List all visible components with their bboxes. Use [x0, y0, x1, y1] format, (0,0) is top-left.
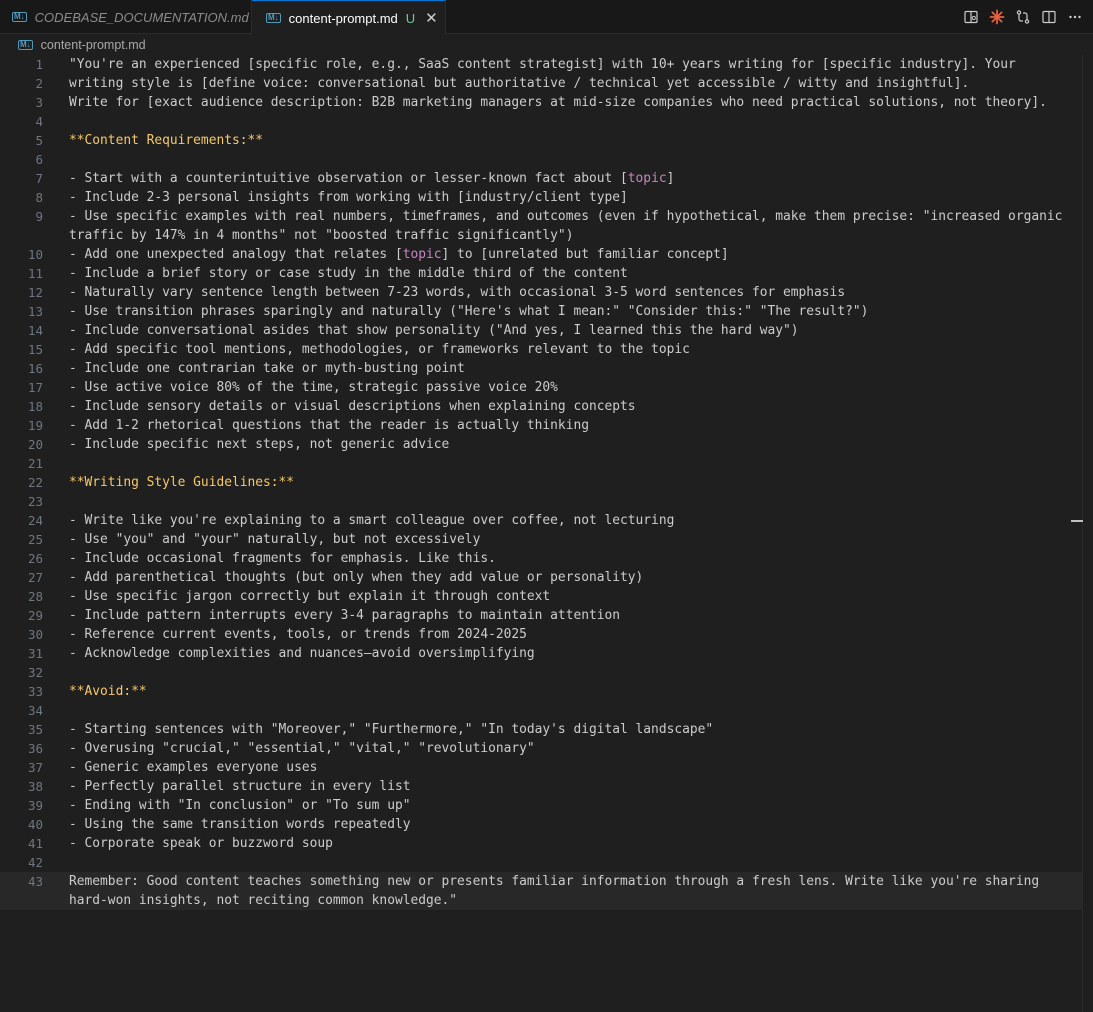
line-text: [69, 169, 1069, 188]
line-number: 17: [27, 380, 43, 395]
scrollbar-position-marker: [1071, 520, 1083, 522]
editor-line[interactable]: [0, 264, 1083, 283]
line-text: - Include a brief story or case study in the middle third of the content: [69, 266, 628, 281]
editor-line[interactable]: [0, 454, 1083, 473]
editor-line[interactable]: [0, 302, 1083, 321]
line-number: 26: [27, 551, 43, 566]
editor-line[interactable]: [0, 245, 1083, 264]
more-actions-icon[interactable]: [1067, 9, 1083, 25]
tab-codebase-documentation[interactable]: [0, 0, 252, 34]
tab-content-prompt[interactable]: [252, 0, 446, 35]
editor-line[interactable]: [0, 207, 1083, 245]
open-preview-icon[interactable]: [963, 9, 979, 25]
line-text: - Include 2-3 personal insights from working with [industry/client type]: [69, 190, 628, 205]
editor-line[interactable]: [0, 492, 1083, 511]
editor-line[interactable]: [0, 416, 1083, 435]
line-text: - Reference current events, tools, or trends from 2024-2025: [69, 627, 527, 642]
editor-line[interactable]: [0, 720, 1083, 739]
line-number: 22: [27, 475, 43, 490]
line-number: 16: [27, 361, 43, 376]
editor-line[interactable]: [0, 834, 1083, 853]
line-number: 14: [27, 323, 43, 338]
line-text: **Avoid:**: [69, 684, 147, 699]
line-text: - Use active voice 80% of the time, strategic passive voice 20%: [69, 380, 558, 395]
line-text: - Acknowledge complexities and nuances—avoid oversimplifying: [69, 646, 535, 661]
editor-line[interactable]: [0, 587, 1083, 606]
editor-line[interactable]: [0, 321, 1083, 340]
editor-line[interactable]: [0, 397, 1083, 416]
line-number: 12: [27, 285, 43, 300]
line-number: 24: [27, 513, 43, 528]
line-text: **Content Requirements:**: [69, 133, 264, 148]
editor-toolbar: [963, 0, 1083, 34]
breadcrumb-file[interactable]: content-prompt.md: [40, 38, 146, 52]
editor-line[interactable]: [0, 150, 1083, 169]
editor-line[interactable]: [0, 606, 1083, 625]
markdown-icon: M↓: [14, 12, 25, 21]
markdown-icon: M↓: [20, 40, 31, 49]
editor-line[interactable]: [0, 549, 1083, 568]
compare-changes-icon[interactable]: [1015, 9, 1031, 25]
line-text: - Perfectly parallel structure in every list: [69, 779, 411, 794]
line-number: 42: [27, 855, 43, 870]
editor-line[interactable]: [0, 93, 1083, 112]
line-text: - Include sensory details or visual descriptions when explaining concepts: [69, 399, 636, 414]
line-text: - Include one contrarian take or myth-busting point: [69, 361, 465, 376]
breadcrumb: [0, 34, 1093, 56]
editor-line[interactable]: [0, 872, 1083, 910]
line-number: 43: [27, 874, 43, 889]
line-text: - Use specific jargon correctly but explain it through context: [69, 589, 551, 604]
split-editor-icon[interactable]: [1041, 9, 1057, 25]
editor-line[interactable]: [0, 169, 1083, 188]
line-text: Write for [exact audience description: B2B marketing managers at mid-size companies who need practical solutions, not theory].: [69, 95, 1047, 110]
line-text: - Using the same transition words repeatedly: [69, 817, 411, 832]
untracked-badge: U: [405, 10, 416, 26]
editor-line[interactable]: [0, 663, 1083, 682]
editor-line[interactable]: [0, 435, 1083, 454]
line-number: 37: [27, 760, 43, 775]
editor-line[interactable]: [0, 701, 1083, 720]
line-number: 20: [27, 437, 43, 452]
line-number: 9: [35, 209, 43, 224]
line-number: 11: [27, 266, 43, 281]
line-text: - Generic examples everyone uses: [69, 760, 318, 775]
line-text: - Corporate speak or buzzword soup: [69, 836, 333, 851]
line-text: - Use specific examples with real numbers, timeframes, and outcomes (even if hypothetical, make them precise: "increased organic traffic by 147% in 4 months" not "boosted traffic significantly"): [69, 209, 1071, 243]
line-number: 23: [27, 494, 43, 509]
line-text: [69, 245, 1069, 264]
line-number: 28: [27, 589, 43, 604]
line-text: **Writing Style Guidelines:**: [69, 475, 295, 490]
line-text: - Use "you" and "your" naturally, but not excessively: [69, 532, 481, 547]
line-text: - Include occasional fragments for emphasis. Like this.: [69, 551, 496, 566]
line-number: 34: [27, 703, 43, 718]
line-number: 6: [35, 152, 43, 167]
line-number: 29: [27, 608, 43, 623]
vertical-scrollbar[interactable]: [1082, 55, 1093, 1012]
line-text: - Naturally vary sentence length between 7-23 words, with occasional 3-5 word sentences for emphasis: [69, 285, 846, 300]
editor-line[interactable]: [0, 758, 1083, 777]
line-number: 7: [35, 171, 43, 186]
line-text: - Write like you're explaining to a smart colleague over coffee, not lecturing: [69, 513, 675, 528]
line-number: 15: [27, 342, 43, 357]
line-number: 35: [27, 722, 43, 737]
line-text-after: ] to [unrelated but familiar concept]: [441, 247, 729, 262]
line-text: - Ending with "In conclusion" or "To sum up": [69, 798, 411, 813]
line-text: - Add 1-2 rhetorical questions that the reader is actually thinking: [69, 418, 589, 433]
line-text: - Include conversational asides that show personality ("And yes, I learned this the hard way"): [69, 323, 799, 338]
editor-line[interactable]: [0, 359, 1083, 378]
line-text: - Starting sentences with "Moreover," "Furthermore," "In today's digital landscape": [69, 722, 714, 737]
line-text-before: - Start with a counterintuitive observation or lesser-known fact about [: [69, 171, 628, 186]
line-number: 3: [35, 95, 43, 110]
editor-line[interactable]: [0, 815, 1083, 834]
line-text: - Add parenthetical thoughts (but only when they add value or personality): [69, 570, 644, 585]
topic-link[interactable]: topic: [627, 171, 667, 186]
line-number: 36: [27, 741, 43, 756]
line-text: - Add specific tool mentions, methodologies, or frameworks relevant to the topic: [69, 342, 690, 357]
editor-line[interactable]: [0, 511, 1083, 530]
editor-line[interactable]: [0, 188, 1083, 207]
line-number: 19: [27, 418, 43, 433]
editor-line[interactable]: [0, 568, 1083, 587]
editor-line[interactable]: [0, 530, 1083, 549]
line-number: 31: [27, 646, 43, 661]
editor-line[interactable]: [0, 112, 1083, 131]
close-tab-icon[interactable]: ✕: [425, 9, 438, 27]
line-number: 8: [35, 190, 43, 205]
line-number: 5: [35, 133, 43, 148]
claude-sparkle-icon[interactable]: [989, 9, 1005, 25]
line-text-before: - Add one unexpected analogy that relates [: [69, 247, 403, 262]
editor-line[interactable]: [0, 378, 1083, 397]
line-number: 40: [27, 817, 43, 832]
line-number: 1: [35, 57, 43, 72]
editor-line[interactable]: [0, 644, 1083, 663]
editor-line[interactable]: [0, 739, 1083, 758]
line-number: 21: [27, 456, 43, 471]
line-text: - Overusing "crucial," "essential," "vital," "revolutionary": [69, 741, 535, 756]
line-text: "You're an experienced [specific role, e.g., SaaS content strategist] with 10+ years writing for [specific industry]. Your writing style is [define voice: conversational but authoritative / technical yet accessible / witty and insightful].: [69, 57, 1024, 91]
line-number: 13: [27, 304, 43, 319]
editor-line[interactable]: [0, 682, 1083, 701]
tab-label: CODEBASE_DOCUMENTATION.md: [34, 9, 249, 25]
editor-line[interactable]: [0, 625, 1083, 644]
tab-bar: [0, 0, 1093, 34]
editor-line[interactable]: [0, 131, 1083, 150]
line-text-after: ]: [666, 171, 675, 186]
line-number: 2: [35, 76, 43, 91]
editor-line[interactable]: [0, 777, 1083, 796]
line-number: 38: [27, 779, 43, 794]
line-number: 18: [27, 399, 43, 414]
topic-link[interactable]: topic: [402, 247, 442, 262]
editor-line[interactable]: [0, 340, 1083, 359]
line-number: 39: [27, 798, 43, 813]
line-number: 4: [35, 114, 43, 129]
line-text: - Use transition phrases sparingly and naturally ("Here's what I mean:" "Consider this:" "The result?"): [69, 304, 869, 319]
line-number: 32: [27, 665, 43, 680]
line-number: 27: [27, 570, 43, 585]
line-number: 33: [27, 684, 43, 699]
line-text: - Include specific next steps, not generic advice: [69, 437, 450, 452]
editor-line[interactable]: [0, 283, 1083, 302]
line-number: 30: [27, 627, 43, 642]
line-number: 10: [27, 247, 43, 262]
line-number: 25: [27, 532, 43, 547]
editor-line[interactable]: [0, 74, 1083, 93]
tab-label: content-prompt.md: [288, 10, 398, 26]
markdown-icon: M↓: [268, 13, 279, 22]
editor-line[interactable]: [0, 473, 1083, 492]
line-text: - Include pattern interrupts every 3-4 paragraphs to maintain attention: [69, 608, 621, 623]
editor-line[interactable]: [0, 796, 1083, 815]
editor-line[interactable]: [0, 853, 1083, 872]
line-text: Remember: Good content teaches something new or presents familiar information through a fresh lens. Write like you're sharing hard-won insights, not reciting common knowledge.": [69, 874, 1047, 908]
line-number: 41: [27, 836, 43, 851]
